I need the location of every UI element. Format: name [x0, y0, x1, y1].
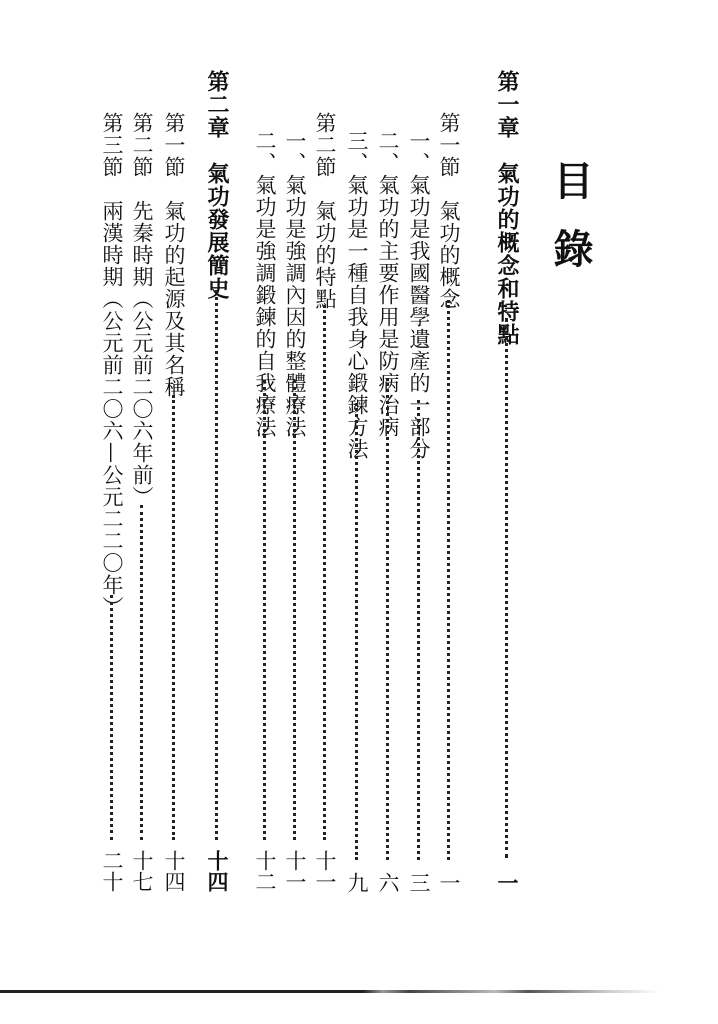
toc-page-number: 十一: [313, 850, 337, 892]
toc-page-number: 三: [407, 872, 431, 893]
toc-entry-title: 一、氣功是我國醫學遺產的一部分: [407, 130, 431, 460]
toc-page-number: 十一: [283, 850, 307, 892]
toc-page-number: 一: [437, 872, 461, 893]
leader-dots: [386, 378, 389, 860]
toc-entry-title: 三、氣功是一種自我身心鍛鍊方法: [345, 130, 369, 460]
toc-page-number: 九: [345, 872, 369, 893]
toc-entry-section-2-3: [100, 0, 124, 1024]
leader-dots: [215, 290, 218, 840]
toc-page-number: 六: [376, 872, 400, 893]
toc-entry-title: 一、氣功是強調內因的整體療法: [283, 130, 307, 438]
leader-dots: [417, 400, 420, 860]
toc-page-number: 十二: [253, 850, 277, 892]
leader-dots: [447, 300, 450, 860]
toc-entry-title: 二、氣功是強調鍛鍊的自我療法: [253, 130, 277, 438]
toc-entry-title: 二、氣功的主要作用是防病治病: [376, 130, 400, 438]
toc-entry-title: 第二節 先秦時期（公元前二〇六年前）: [130, 112, 154, 508]
toc-page-number: 十四: [205, 850, 230, 892]
leader-dots: [293, 380, 296, 840]
toc-entry-chapter-1: [495, 0, 519, 1024]
leader-dots: [505, 318, 508, 858]
toc-entry-title: 第二節 氣功的特點: [313, 112, 337, 310]
leader-dots: [323, 305, 326, 840]
toc-entry-section-2-1: [162, 0, 186, 1024]
toc-page-number: 二十: [100, 850, 124, 892]
toc-page-number: 十七: [130, 850, 154, 892]
toc-entry-item-1: [407, 0, 431, 1024]
toc-entry-title: 第一節 氣功的起源及其名稱: [162, 112, 186, 398]
page-title: 目錄: [547, 160, 594, 296]
toc-entry-chapter-2: [205, 0, 229, 1024]
toc-entry-item-4: [283, 0, 307, 1024]
leader-dots: [263, 380, 266, 840]
toc-entry-item-5: [253, 0, 277, 1024]
toc-entry-title: 第一節 氣功的概念: [437, 112, 461, 310]
toc-entry-section-2-2: [130, 0, 154, 1024]
toc-entry-item-3: [345, 0, 369, 1024]
leader-dots: [172, 395, 175, 840]
leader-dots: [140, 505, 143, 840]
toc-entry-title: 第三節 兩漢時期（公元前二〇六—公元二二〇年）: [100, 112, 124, 618]
toc-entry-title: 第二章 氣功發展簡史: [204, 70, 230, 300]
toc-entry-item-2: [376, 0, 400, 1024]
toc-entry-section-1-1: [437, 0, 461, 1024]
toc-page-number: 十四: [162, 850, 186, 892]
toc-entry-title: 第一章 氣功的概念和特點: [494, 70, 520, 346]
leader-dots: [110, 595, 113, 840]
toc-page-number: 一: [495, 872, 520, 893]
leader-dots: [355, 403, 358, 860]
scan-edge-line: [0, 990, 660, 993]
toc-entry-section-1-2: [313, 0, 337, 1024]
